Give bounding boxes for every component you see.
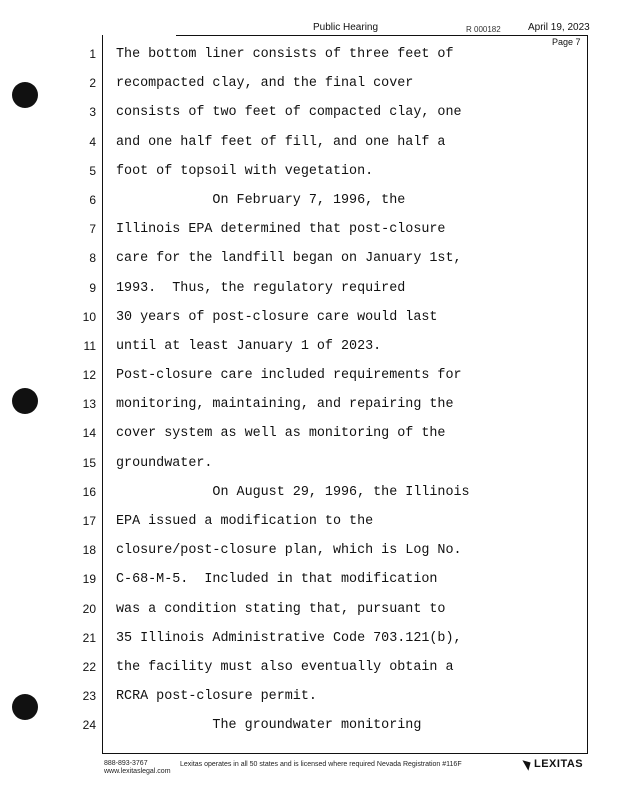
punch-hole — [12, 388, 38, 414]
transcript-line: closure/post-closure plan, which is Log No. — [116, 543, 462, 559]
line-number: 13 — [82, 397, 96, 412]
bates-number: R 000182 — [466, 25, 501, 34]
line-number: 7 — [89, 222, 96, 237]
transcript-line: 30 years of post-closure care would last — [116, 309, 438, 325]
footer-phone: 888-893-3767 — [104, 760, 148, 767]
transcript-line: monitoring, maintaining, and repairing the — [116, 397, 454, 413]
line-number: 1 — [89, 47, 96, 61]
transcript-body — [116, 40, 576, 741]
transcript-line: groundwater. — [116, 455, 213, 471]
punch-hole — [12, 694, 38, 720]
line-number: 10 — [82, 309, 96, 324]
transcript-line: The groundwater monitoring — [116, 718, 422, 734]
page-number: Page 7 — [552, 37, 581, 47]
punch-hole — [12, 82, 38, 108]
logo-text: LEXITAS — [534, 758, 584, 770]
line-number-column — [60, 40, 96, 741]
transcript-line: consists of two feet of compacted clay, one — [116, 105, 462, 121]
line-number: 5 — [89, 163, 96, 178]
transcript-line: the facility must also eventually obtain a — [116, 659, 454, 675]
transcript-line: Post-closure care included requirements for — [116, 368, 462, 384]
transcript-line: care for the landfill began on January 1st, — [116, 251, 462, 267]
footer-website[interactable]: www.lexitaslegal.com — [104, 768, 171, 775]
transcript-line: The bottom liner consists of three feet of — [116, 47, 454, 62]
line-number: 19 — [82, 572, 96, 587]
line-number: 3 — [89, 105, 96, 120]
line-number: 22 — [82, 659, 96, 674]
line-number: 11 — [83, 338, 96, 353]
transcript-line: C-68-M-5. Included in that modification — [116, 572, 438, 588]
transcript-line: On August 29, 1996, the Illinois — [116, 484, 470, 500]
header-date: April 19, 2023 — [528, 22, 590, 33]
line-number: 21 — [82, 630, 96, 645]
header-title: Public Hearing — [313, 22, 379, 33]
footer-contact — [104, 760, 171, 776]
transcript-line: cover system as well as monitoring of the — [116, 426, 446, 442]
footer-disclaimer: Lexitas operates in all 50 states and is licensed where required Nevada Registration #116F — [180, 761, 462, 768]
line-number: 20 — [82, 601, 96, 616]
transcript-line: recompacted clay, and the final cover — [116, 76, 414, 92]
transcript-line: 35 Illinois Administrative Code 703.121(b), — [116, 630, 462, 646]
transcript-line: 1993. Thus, the regulatory required — [116, 280, 406, 296]
transcript-line: EPA issued a modification to the — [116, 514, 374, 529]
line-number: 12 — [82, 368, 96, 383]
line-number: 24 — [82, 718, 96, 733]
line-number: 23 — [82, 689, 96, 704]
line-number: 18 — [82, 543, 96, 558]
transcript-line: and one half feet of fill, and one half a — [116, 134, 446, 150]
line-number: 9 — [89, 280, 96, 295]
line-number: 4 — [89, 134, 96, 149]
transcript-line: Illinois EPA determined that post-closure — [116, 222, 446, 238]
transcript-line: foot of topsoil with vegetation. — [116, 163, 374, 179]
line-number: 6 — [89, 192, 96, 207]
transcript-line: On February 7, 1996, the — [116, 192, 406, 208]
line-number: 16 — [82, 484, 96, 499]
line-number: 14 — [82, 426, 96, 441]
line-number: 17 — [82, 514, 96, 528]
transcript-line: RCRA post-closure permit. — [116, 689, 317, 705]
line-number: 2 — [89, 76, 96, 91]
line-number: 15 — [82, 455, 96, 470]
lexitas-mark-icon — [522, 757, 533, 770]
lexitas-logo — [525, 758, 583, 770]
transcript-line: was a condition stating that, pursuant to — [116, 601, 446, 617]
transcript-line: until at least January 1 of 2023. — [116, 338, 382, 354]
line-number: 8 — [89, 251, 96, 266]
